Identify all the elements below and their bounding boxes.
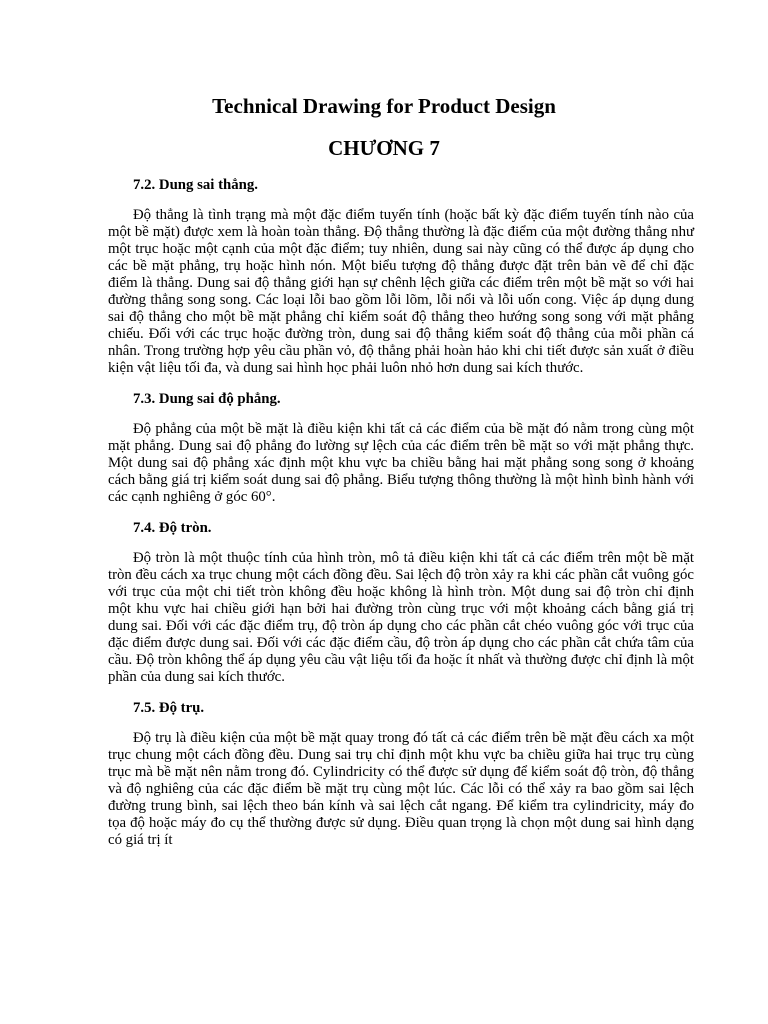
section-7-5 (108, 699, 694, 849)
document-body (108, 176, 694, 862)
section-paragraph: Độ phẳng của một bề mặt là điều kiện khi tất cả các điểm của bề mặt đó nằm trong cùng một mặt phẳng. Dung sai độ phẳng đo lường sự lệch của các điểm trên bề mặt so với mặt phẳng thực. Một dung sai độ phẳng xác định một khu vực ba chiều bằng hai mặt phẳng song song ở khoảng cách bằng giá trị kiểm soát dung sai độ phẳng. Biểu tượng thông thường là một hình bình hành với các cạnh nghiêng ở góc 60°. (108, 421, 694, 505)
section-paragraph: Độ thẳng là tình trạng mà một đặc điểm tuyến tính (hoặc bất kỳ đặc điểm tuyến tính nào của một bề mặt) được xem là hoàn toàn thẳng. Độ thẳng thường là đặc điểm của một đường thẳng như một trục hoặc một cạnh của một đặc điểm; tuy nhiên, dung sai này cũng có thể được áp dụng cho các bề mặt phẳng, trụ hoặc hình nón. Một biểu tượng độ thẳng được đặt trên bản vẽ để chỉ đặc điểm là thẳng. Dung sai độ thẳng giới hạn sự chênh lệch giữa các điểm trên một bề mặt so với hai đường thẳng song song. Các loại lỗi bao gồm lỗi lõm, lỗi nổi và lỗi uốn cong. Việc áp dụng dung sai độ thẳng cho một bề mặt phẳng chỉ kiểm soát độ thẳng theo hướng song song với mặt phẳng chiếu. Đối với các trục hoặc đường tròn, dung sai độ thẳng kiểm soát độ thẳng của mỗi phần cá nhân. Trong trường hợp yêu cầu phần vỏ, độ thẳng phải hoàn hảo khi chi tiết được sản xuất ở điều kiện vật liệu tối đa, và dung sai hình học phải luôn nhỏ hơn dung sai kích thước. (108, 207, 694, 376)
document-title: Technical Drawing for Product Design (212, 94, 556, 118)
section-heading: 7.4. Độ tròn. (133, 520, 212, 536)
section-heading: 7.2. Dung sai thẳng. (133, 177, 258, 193)
section-heading: 7.5. Độ trụ. (133, 700, 205, 716)
section-paragraph: Độ trụ là điều kiện của một bề mặt quay trong đó tất cả các điểm trên bề mặt đều cách xa một trục chung một cách đồng đều. Dung sai trụ chỉ định một khu vực ba chiều giữa hai trục trụ cùng trục mà bề mặt nên nằm trong đó. Cylindricity có thể được sử dụng để kiểm soát độ tròn, độ thẳng và độ nghiêng của các đặc điểm bề mặt trụ cùng một lúc. Các lỗi có thể xảy ra bao gồm sai lệch đường trung bình, sai lệch theo bán kính và sai lệch cắt ngang. Để kiểm tra cylindricity, máy đo tọa độ hoặc máy đo cụ thể thường được sử dụng. Điều quan trọng là chọn một dung sai hình dạng có giá trị ít (108, 730, 694, 848)
section-7-2 (108, 176, 694, 377)
section-heading: 7.3. Dung sai độ phẳng. (133, 391, 281, 407)
section-7-4 (108, 519, 694, 686)
section-paragraph: Độ tròn là một thuộc tính của hình tròn, mô tả điều kiện khi tất cả các điểm trên một bề mặt tròn đều cách xa trục chung một cách đồng đều. Sai lệch độ tròn xảy ra khi các phần cắt vuông góc với trục của một chi tiết tròn không đều hoặc không là hình tròn. Một dung sai độ tròn chỉ định một khu vực hai chiều giới hạn bởi hai đường tròn cùng trục với một khoảng cách bằng giá trị dung sai. Đối với các đặc điểm trụ, độ tròn áp dụng cho các phần cắt chéo vuông góc với trục của đặc điểm được dung sai. Đối với các đặc điểm cầu, độ tròn áp dụng cho các phần cắt chứa tâm của cầu. Độ tròn không thể áp dụng yêu cầu vật liệu tối đa hoặc ít nhất và thường được chỉ định là một phần của dung sai kích thước. (108, 550, 694, 685)
section-7-3 (108, 390, 694, 506)
chapter-heading: CHƯƠNG 7 (328, 136, 440, 160)
